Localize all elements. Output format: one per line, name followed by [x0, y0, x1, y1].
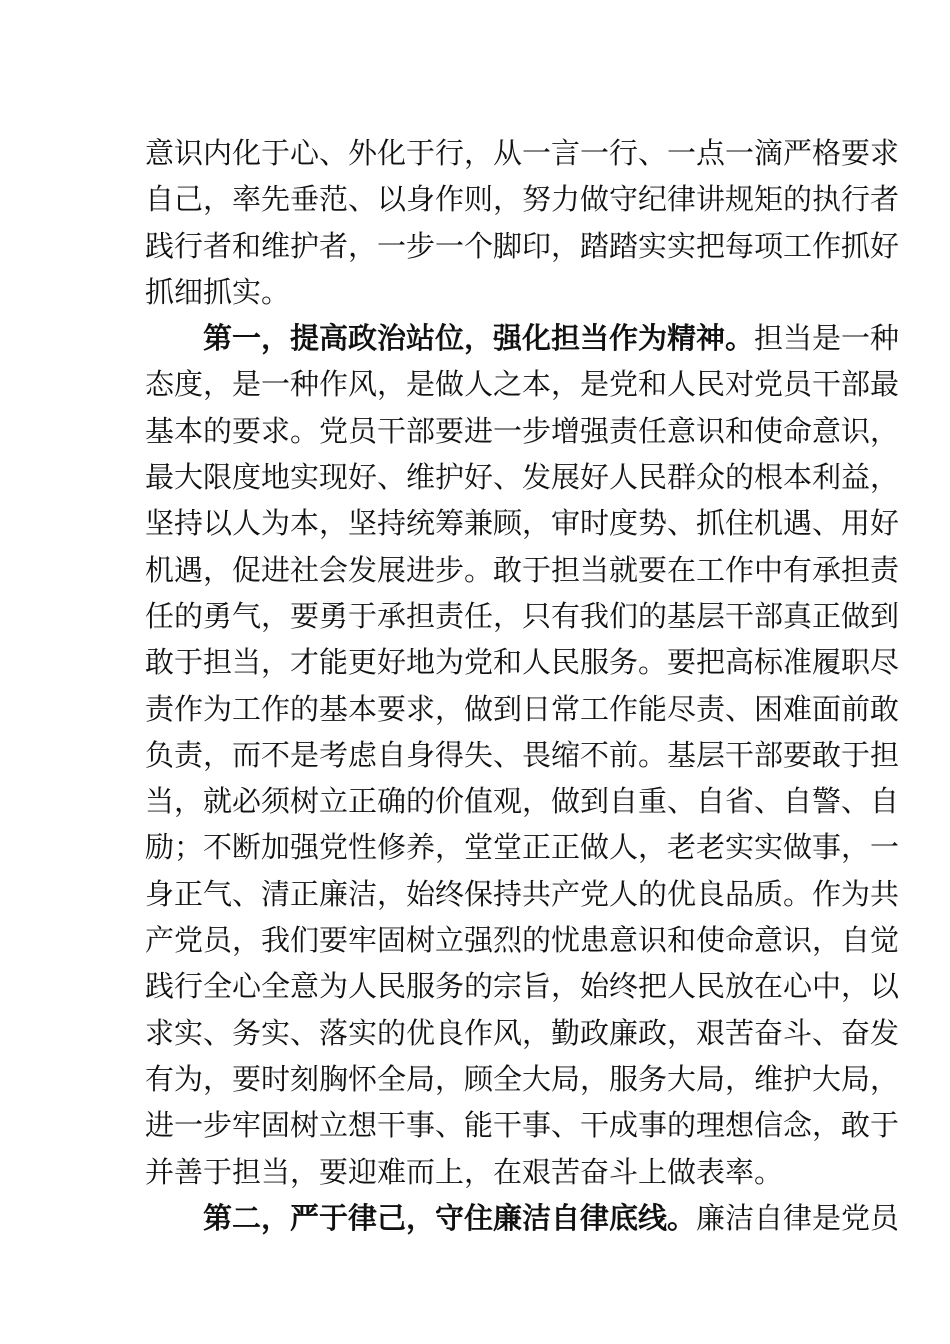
- text-line: 责作为工作的基本要求，做到日常工作能尽责、困难面前敢: [145, 691, 900, 726]
- text-line: 求实、务实、落实的优良作风，勤政廉政，艰苦奋斗、奋发: [145, 1015, 900, 1050]
- text-line: 抓细抓实。: [145, 274, 291, 309]
- text-line: 坚持以人为本，坚持统筹兼顾，审时度势、抓住机遇、用好: [145, 506, 900, 541]
- text-line: 态度，是一种作风，是做人之本，是党和人民对党员干部最: [145, 367, 900, 402]
- text-run: 担当是一种: [754, 321, 900, 356]
- text-line: 基本的要求。党员干部要进一步增强责任意识和使命意识，: [145, 413, 900, 448]
- text-line: 进一步牢固树立想干事、能干事、干成事的理想信念，敢于: [145, 1108, 900, 1143]
- text-line: 自己，率先垂范、以身作则，努力做守纪律讲规矩的执行者: [145, 182, 900, 217]
- text-line: 践行全心全意为人民服务的宗旨，始终把人民放在心中，以: [145, 969, 900, 1004]
- section-heading-1: 第一，提高政治站位，强化担当作为精神。: [203, 321, 755, 356]
- text-line: 负责，而不是考虑自身得失、畏缩不前。基层干部要敢于担: [145, 737, 900, 772]
- text-line: 意识内化于心、外化于行，从一言一行、一点一滴严格要求: [145, 136, 900, 170]
- text-line: 敢于担当，才能更好地为党和人民服务。要把高标准履职尽: [145, 645, 900, 680]
- text-line: 产党员，我们要牢固树立强烈的忧患意识和使命意识，自觉: [145, 923, 900, 958]
- text-line: 当，就必须树立正确的价值观，做到自重、自省、自警、自: [145, 784, 900, 819]
- text-line: 身正气、清正廉洁，始终保持共产党人的优良品质。作为共: [145, 876, 900, 911]
- paragraph-1-first-line: [145, 315, 900, 361]
- text-line: 并善于担当，要迎难而上，在艰苦奋斗上做表率。: [145, 1154, 784, 1189]
- text-line: 励；不断加强党性修养，堂堂正正做人，老老实实做事，一: [145, 830, 900, 865]
- text-line: 任的勇气，要勇于承担责任，只有我们的基层干部真正做到: [145, 598, 900, 633]
- section-heading-2: 第二，严于律己，守住廉洁自律底线。: [203, 1200, 697, 1235]
- text-line: 有为，要时刻胸怀全局，顾全大局，服务大局，维护大局，: [145, 1061, 900, 1096]
- text-line: 机遇，促进社会发展进步。敢于担当就要在工作中有承担责: [145, 552, 900, 587]
- body-text: [145, 130, 900, 1241]
- paragraph-2-first-line: [145, 1195, 900, 1241]
- text-line: 最大限度地实现好、维护好、发展好人民群众的根本利益，: [145, 460, 900, 495]
- text-line: 践行者和维护者，一步一个脚印，踏踏实实把每项工作抓好: [145, 228, 900, 263]
- text-run: 廉洁自律是党员: [696, 1200, 900, 1235]
